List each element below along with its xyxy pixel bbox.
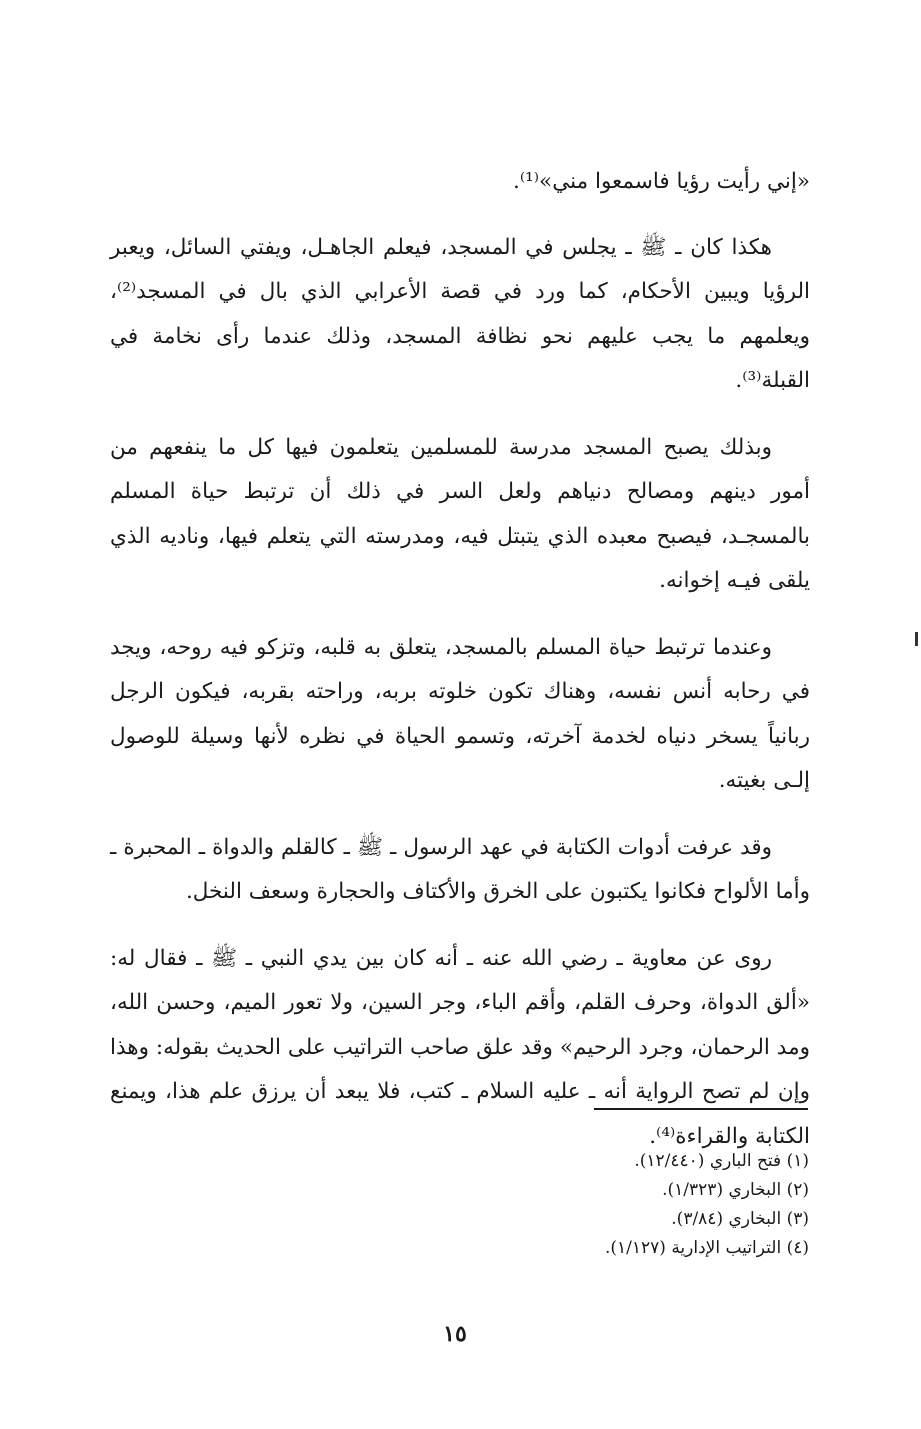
footnote-2: (٢) البخاري (١/٣٢٣).	[662, 1180, 809, 1200]
paragraph-1: «إني رأيت رؤيا فاسمعوا مني»⁽¹⁾.	[513, 169, 810, 194]
main-text	[110, 160, 810, 1181]
paragraph-6: روى عن معاوية ـ رضي الله عنه ـ أنه كان بين يدي النبي ـ ﷺ ـ فقال له: «ألق الدواة، وحرف القلم، وأقم الباء، وجر السين، ولا تعور الميم، وحسن الله، ومد الرحمان، وجرد الرحيم» وقد علق صاحب التراتيب على الحديث بقوله: وهذا وإن لم تصح الرواية أنه ـ عليه السلام ـ كتب، فلا يبعد أن يرزق علم هذا، ويمنع الكتابة والقراءة⁽⁴⁾.	[110, 945, 810, 1149]
footnotes	[309, 1147, 809, 1263]
paragraph-4: وعندما ترتبط حياة المسلم بالمسجد، يتعلق به قلبه، وتزكو فيه روحه، ويجد في رحابه أنس نفسه، وهناك تكون خلوته بربه، وراحته بقربه، فيكون الرجل ربانياً يسخر دنياه لخدمة آخرته، وتسمو الحياة في نظره لأنها وسيلة للوصول إلـى بغيته.	[110, 634, 810, 793]
paragraph-2: هكذا كان ـ ﷺ ـ يجلس في المسجد، فيعلم الجاهـل، ويفتي السائل، ويعبر الرؤيا ويبين الأحكام، كما ورد في قصة الأعرابي الذي بال في المسجد⁽²⁾، ويعلمهم ما يجب عليهم نحو نظافة المسجد، وذلك عندما رأى نخامة في القبلة⁽³⁾.	[110, 234, 810, 393]
footnote-separator	[594, 1108, 808, 1110]
footnote-1: (١) فتح الباري (١٢/٤٤٠).	[634, 1151, 809, 1171]
footnote-3: (٣) البخاري (٣/٨٤).	[671, 1209, 809, 1229]
footnote-4: (٤) التراتيب الإدارية (١/١٢٧).	[604, 1238, 809, 1258]
page-number: ١٥	[443, 1321, 467, 1347]
margin-mark	[915, 632, 918, 646]
paragraph-3: وبذلك يصبح المسجد مدرسة للمسلمين يتعلمون فيها كل ما ينفعهم من أمور دينهم ومصالح دنياهم ولعل السر في ذلك أن ترتبط حياة المسلم بالمسجـد، فيصبح معبده الذي يتبتل فيه، ومدرسته التي يتعلم فيها، وناديه الذي يلقى فيـه إخوانه.	[110, 434, 810, 593]
paragraph-5: وقد عرفت أدوات الكتابة في عهد الرسول ـ ﷺ ـ كالقلم والدواة ـ المحبرة ـ وأما الألواح فكانوا يكتبون على الخرق والأكتاف والحجارة وسعف النخل.	[110, 834, 810, 904]
